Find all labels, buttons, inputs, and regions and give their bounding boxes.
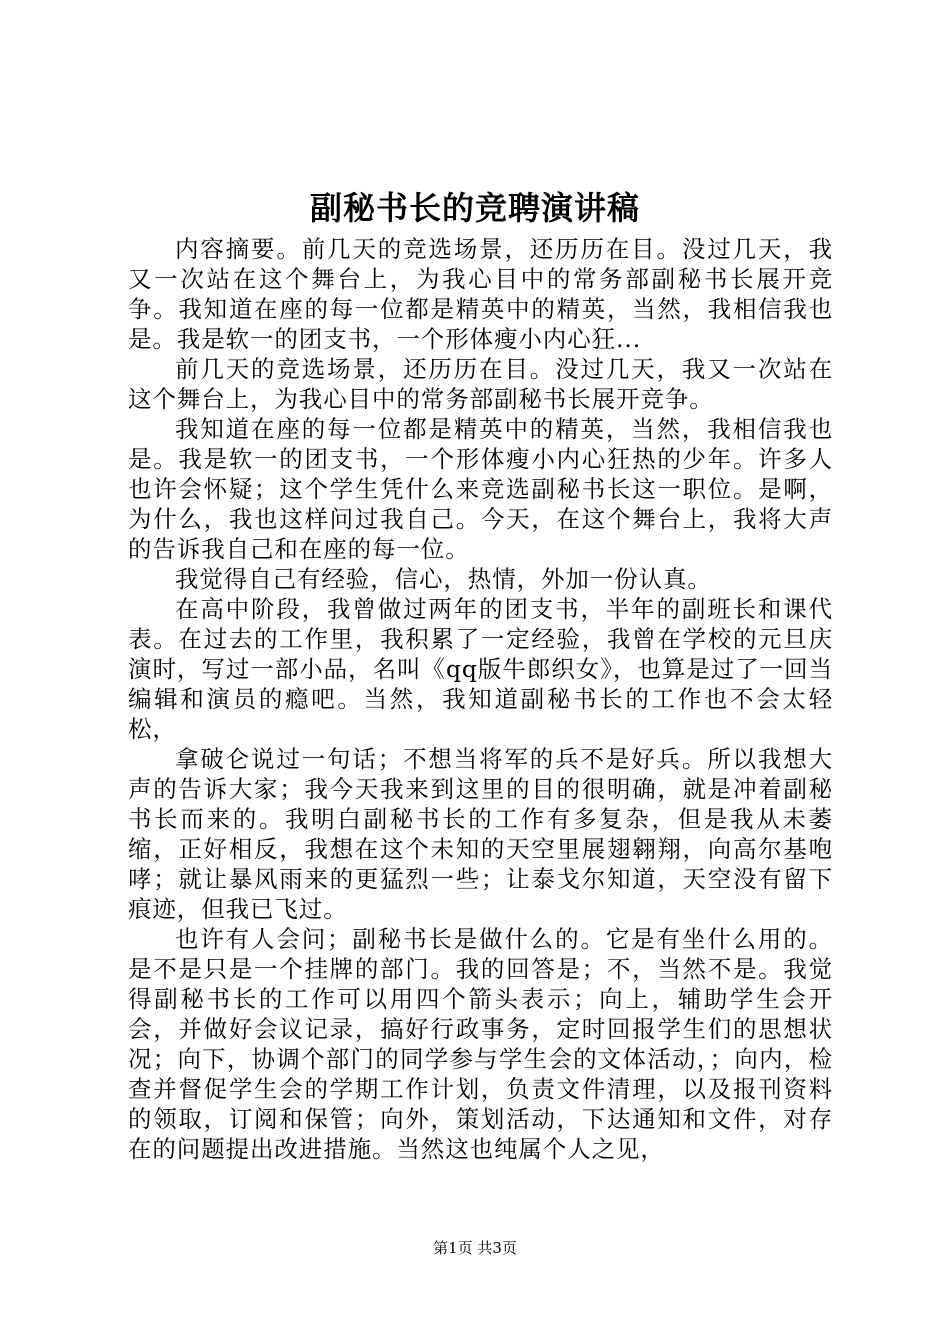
paragraph: 拿破仑说过一句话；不想当将军的兵不是好兵。所以我想大声的告诉大家；我今天我来到这里的目的很明确，就是冲着副秘书长而来的。我明白副秘书长的工作有多复杂，但是我从未萎缩，正好相反，我想在这个未知的天空里展翅翱翔，向高尔基咆哮；就让暴风雨来的更猛烈一些；让泰戈尔知道，天空没有留下痕迹，但我已飞过。 xyxy=(128,745,833,923)
page-number-footer: 第1页 共3页 xyxy=(433,1239,517,1257)
paragraph: 在高中阶段，我曾做过两年的团支书，半年的副班长和课代表。在过去的工作里，我积累了一定经验，我曾在学校的元旦庆演时，写过一部小品，名叫《qq版牛郎织女》，也算是过了一回当编辑和演员的瘾吧。当然，我知道副秘书长的工作也不会太轻松， xyxy=(128,595,833,743)
paragraph: 也许有人会问；副秘书长是做什么的。它是有坐什么用的。是不是只是一个挂牌的部门。我的回答是；不，当然不是。我觉得副秘书长的工作可以用四个箭头表示；向上，辅助学生会开会，并做好会议记录，搞好行政事务，定时回报学生们的思想状况；向下，协调个部门的同学参与学生会的文体活动，；向内，检查并督促学生会的学期工作计划，负责文件清理，以及报刊资料的领取，订阅和保管；向外，策划活动，下达通知和文件，对存在的问题提出改进措施。当然这也纯属个人之见， xyxy=(128,925,833,1163)
document-body xyxy=(128,234,833,1164)
document-title: 副秘书长的竞聘演讲稿 xyxy=(309,189,640,227)
paragraph-summary: 内容摘要。前几天的竞选场景，还历历在目。没过几天，我又一次站在这个舞台上，为我心目中的常务部副秘书长展开竞争。我知道在座的每一位都是精英中的精英，当然，我相信我也是。我是软一的团支书，一个形体瘦小内心狂... xyxy=(128,235,833,353)
paragraph: 我知道在座的每一位都是精英中的精英，当然，我相信我也是。我是软一的团支书，一个形体瘦小内心狂热的少年。许多人也许会怀疑；这个学生凭什么来竞选副秘书长这一职位。是啊，为什么，我也这样问过我自己。今天，在这个舞台上，我将大声的告诉我自己和在座的每一位。 xyxy=(128,415,833,563)
paragraph: 前几天的竞选场景，还历历在目。没过几天，我又一次站在这个舞台上，为我心目中的常务部副秘书长展开竞争。 xyxy=(128,355,833,413)
paragraph: 我觉得自己有经验，信心，热情，外加一份认真。 xyxy=(175,565,712,593)
